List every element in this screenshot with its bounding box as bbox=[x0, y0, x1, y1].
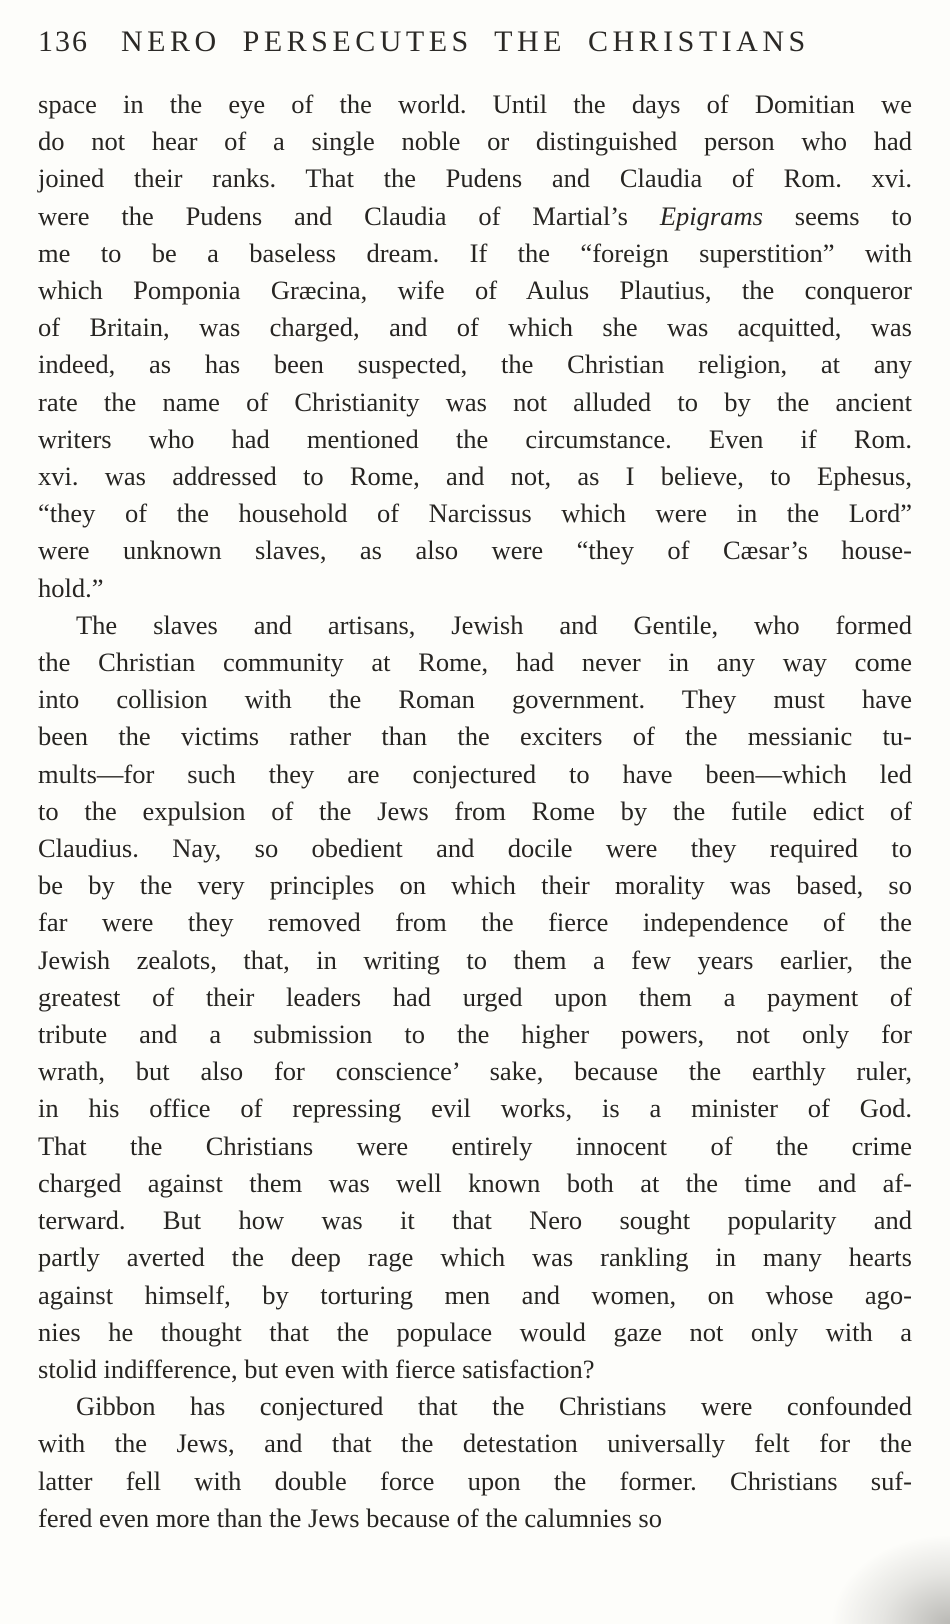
text-line: Gibbon has conjectured that the Christians were confounded bbox=[76, 1391, 912, 1422]
text-line: “they of the household of Narcissus which were in the Lord” bbox=[38, 498, 912, 529]
page-header bbox=[38, 24, 912, 60]
text-line: Claudius. Nay, so obedient and docile were they required to bbox=[38, 833, 912, 864]
text-line: charged against them was well known both at the time and af- bbox=[38, 1167, 912, 1198]
text-line: in his office of repressing evil works, is a minister of God. bbox=[38, 1093, 912, 1124]
text-line: joined their ranks. That the Pudens and Claudia of Rom. xvi. bbox=[38, 163, 912, 194]
text-line: nies he thought that the populace would gaze not only with a bbox=[38, 1316, 912, 1347]
page-number: 136 bbox=[38, 25, 89, 58]
text-line: rate the name of Christianity was not alluded to by the ancient bbox=[38, 386, 912, 417]
text-line: fered even more than the Jews because of the calumnies so bbox=[38, 1502, 662, 1533]
text-line: greatest of their leaders had urged upon them a payment of bbox=[38, 981, 912, 1012]
text-line: writers who had mentioned the circumstance. Even if Rom. bbox=[38, 423, 912, 454]
text-line: far were they removed from the fierce independence of the bbox=[38, 907, 912, 938]
text-line: latter fell with double force upon the former. Christians suf- bbox=[38, 1465, 912, 1496]
paragraph bbox=[38, 1388, 912, 1537]
text-line: Jewish zealots, that, in writing to them a few years earlier, the bbox=[38, 944, 912, 975]
text-line: space in the eye of the world. Until the days of Domitian we bbox=[38, 89, 912, 119]
text-line: me to be a baseless dream. If the “foreign superstition” with bbox=[38, 237, 912, 268]
paragraph bbox=[38, 607, 912, 1388]
paragraph bbox=[38, 86, 912, 607]
text-line: were unknown slaves, as also were “they of Cæsar’s house- bbox=[38, 535, 912, 566]
text-line: of Britain, was charged, and of which she was acquitted, was bbox=[38, 312, 912, 343]
page-corner-shadow bbox=[830, 1534, 950, 1624]
text-line: indeed, as has been suspected, the Christian religion, at any bbox=[38, 349, 912, 380]
text-line: stolid indifference, but even with fierce satisfaction? bbox=[38, 1353, 595, 1384]
text-line: wrath, but also for conscience’ sake, because the earthly ruler, bbox=[38, 1056, 912, 1087]
text-line: That the Christians were entirely innocent of the crime bbox=[38, 1130, 912, 1161]
text-line: been the victims rather than the exciters of the messianic tu- bbox=[38, 721, 912, 752]
text-line: into collision with the Roman government. They must have bbox=[38, 684, 912, 715]
text-line: partly averted the deep rage which was rankling in many hearts bbox=[38, 1242, 912, 1273]
text-line: the Christian community at Rome, had never in any way come bbox=[38, 647, 912, 678]
text-line: The slaves and artisans, Jewish and Gentile, who formed bbox=[76, 609, 912, 640]
text-line: mults—for such they are conjectured to have been—which led bbox=[38, 758, 912, 789]
text-line: which Pomponia Græcina, wife of Aulus Plautius, the conqueror bbox=[38, 275, 912, 306]
text-line: be by the very principles on which their morality was based, so bbox=[38, 870, 912, 901]
text-line: were the Pudens and Claudia of Martial’s Epigrams seems to bbox=[38, 200, 913, 231]
text-line: xvi. was addressed to Rome, and not, as I believe, to Ephesus, bbox=[38, 461, 912, 492]
text-line: with the Jews, and that the detestation universally felt for the bbox=[38, 1428, 912, 1459]
text-line: hold.” bbox=[38, 572, 104, 603]
text-line: against himself, by torturing men and women, on whose ago- bbox=[38, 1279, 912, 1310]
running-head: NERO PERSECUTES THE CHRISTIANS bbox=[121, 25, 810, 58]
text-line: terward. But how was it that Nero sought popularity and bbox=[38, 1205, 912, 1236]
page-body bbox=[38, 86, 912, 1537]
text-line: tribute and a submission to the higher powers, not only for bbox=[38, 1019, 912, 1050]
text-line: to the expulsion of the Jews from Rome by the futile edict of bbox=[38, 795, 912, 826]
text-line: do not hear of a single noble or distinguished person who had bbox=[38, 126, 912, 157]
